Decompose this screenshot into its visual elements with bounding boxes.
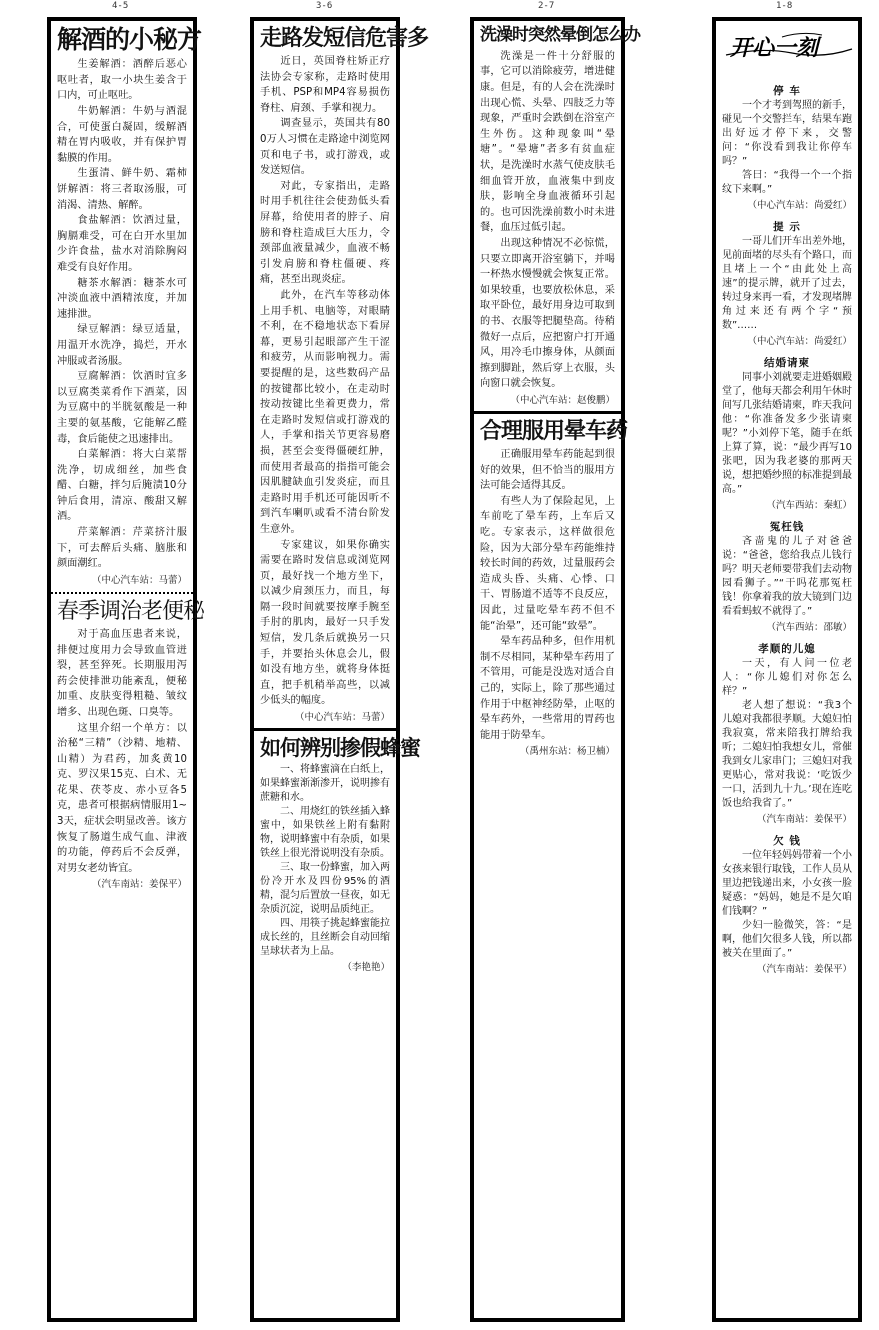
article-hangover (57, 25, 202, 588)
paragraph: 此外，在汽车等移动体上用手机、电脑等，对眼睛不利，在不稳地状态下看屏幕，更易引起眼部产生干涩和疲劳，从而影响视力。需要提醒的是，这些数码产品的按键都比较小，在走动时按动按键比坐着更费力，常在走路时发短信或打游戏的人，手掌和指关节更容易磨损，甚至会变得僵硬红肿，而使用者最高的指指可能会因肌腱缺血引发炎症，而且走路时用手机还可能因听不到汽车喇叭或看不清台阶发生意外。 (260, 290, 390, 535)
paragraph: 晕车药品种多，但作用机制不尽相同，某种晕车药用了不管用，可能是没选对适合自己的，实际上，除了那些通过作用于中枢神经防晕，止呕的晕车药外，一些常用的胃药也能用于防晕车。 (480, 636, 615, 741)
byline: （中心汽车站：马蕾） (294, 712, 390, 724)
article-texting (260, 26, 429, 725)
article-title: 如何辨别掺假蜂蜜 (260, 736, 420, 761)
paragraph: 吝啬鬼的儿子对爸爸说：“爸爸，您给我点儿钱行吗？明天老师要带我们去动物园看狮子。”“干吗花那冤枉钱！你拿着我的放大镜到门边看看蚂蚁不就得了。” (722, 536, 852, 617)
article-constipation (57, 598, 205, 893)
paragraph: 老人想了想说：“我3个儿媳对我都很孝顺。大媳妇怕我寂寞，常来陪我打牌给我听；二媳妇怕我想女儿，常催我到女儿家串门；三媳妇对我更贴心，常对我说：‘吃饭少一口，活到九十九。’现在连吃饭也给我省了。” (722, 700, 852, 809)
paragraph: 牛奶解酒：牛奶与酒混合，可使蛋白凝固，缓解酒精在胃内吸收，并有保护胃黏膜的作用。 (57, 106, 187, 164)
paragraph: 对此，专家指出，走路时用手机往往会使劲低头看屏幕，给使用者的脖子、肩膀和脊柱造成巨大压力，令颈部血液量减少，血液不畅引发肩膀和脊柱僵硬、疼痛，甚至出现炎症。 (260, 180, 390, 286)
paragraph: 专家建议，如果你确实需要在路时发信息或浏览网页，最好找一个地方坐下，以减少肩颈压力，而且，每隔一段时间就要按摩手腕至手肘的肌肉，最好一只手发短信，发几条后就换另一只手，并要抬头休息会儿，假如没有地方坐，就将身体挺直，把手机稍举高些，以减少低头的幅度。 (260, 539, 390, 707)
joke-title: 结婚请柬 (764, 357, 810, 369)
page-number-2: 3-6 (316, 1, 333, 11)
article-motion-sickness (480, 418, 628, 759)
article-title: 走路发短信危害多 (260, 26, 429, 51)
paragraph: 三、取一份蜂蜜，加入两份冷开水及四份95%的酒精，混匀后置放一昼夜，如无杂质沉淀，说明品质纯正。 (260, 862, 390, 916)
column-4 (712, 17, 862, 1322)
byline: （汽车南站：姜保平） (756, 814, 852, 825)
joke-title: 孝顺的儿媳 (758, 643, 816, 655)
byline: （中心汽车站：马蕾） (91, 574, 187, 586)
paragraph: 有些人为了保险起见，上车前吃了晕车药，上车后又吃。专家表示，这样做很危险，因为大部分晕车药能维持较长时间的药效，过量服药会造成头昏、头痛、心悸、口干、胃肠道不适等不良反应，因此，过量吃晕车药不但不能“治晕”，还可能“致晕”。 (480, 495, 615, 632)
divider (474, 411, 621, 414)
paragraph: 调查显示，英国共有800万人习惯在走路途中浏览网页和电子书，或打游戏，或发送短信。 (260, 118, 390, 177)
article-title: 洗澡时突然晕倒怎么办 (480, 25, 640, 45)
byline: （汽车西站：秦虹） (766, 500, 852, 511)
paragraph: 一位年轻妈妈带着一个小女孩来银行取钱，工作人员从里边把钱递出来，小女孩一脸疑惑：“妈妈，她是不是欠咱们钱啊？” (722, 850, 852, 917)
happy-moment-logo (722, 29, 852, 69)
joke-title: 冤枉钱 (769, 521, 805, 533)
logo-art (722, 29, 856, 69)
byline: （中心汽车站：赵俊鹏） (510, 394, 615, 406)
joke-3 (722, 355, 852, 513)
paragraph: 少妇一脸微笑，答：“是啊，他们欠很多人钱，所以都被关在里面了。” (722, 920, 852, 959)
paragraph: 芹菜解酒：芹菜挤汁服下，可去醉后头痛、脑胀和颜面潮红。 (57, 527, 187, 570)
paragraph: 白菜解酒：将大白菜帮洗净，切成细丝，加些食醋、白糖，拌匀后腌渍10分钟后食用，清凉、酸甜又解酒。 (57, 449, 187, 523)
page-number-4: 1-8 (776, 1, 793, 11)
byline: （汽车南站：姜保平） (756, 964, 852, 975)
article-bath-faint (480, 25, 640, 408)
joke-title: 欠 钱 (773, 835, 801, 847)
paragraph: 洗澡是一件十分舒服的事，它可以消除疲劳，增进健康。但是，有的人会在洗澡时出现心慌、头晕、四肢乏力等现象，严重时会跌倒在浴室产生外伤。这种现象叫“晕塘”。“晕塘”者多有贫血症状，是洗澡时水蒸气使皮肤毛细血管开放，血液集中到皮肤，影响全身血液循环引起的。也可因洗澡前数小时未进餐，血压过低引起。 (480, 50, 615, 234)
paragraph: 出现这种情况不必惊慌，只要立即离开浴室躺下，并喝一杯热水慢慢就会恢复正常。如果较重，也要放松休息，采取平卧位，最好用身边可取到的书、衣服等把腿垫高。待稍微好一点后，应把窗户打开通风，用冷毛巾擦身体，从颜面擦到脚趾，然后穿上衣服，头向窗口就会恢复。 (480, 237, 615, 390)
byline: （中心汽车站：尚爱红） (747, 336, 852, 347)
paragraph: 豆腐解酒：饮酒时宜多以豆腐类菜肴作下酒菜，因为豆腐中的半胱氨酸是一种主要的氨基酸，它能解乙醛毒，食后能使之迅速排出。 (57, 371, 187, 445)
joke-title: 提 示 (773, 221, 801, 233)
paragraph: 近日，英国脊柱矫正疗法协会专家称，走路时使用手机、PSP和MP4容易损伤脊柱、肩颈、手掌和视力。 (260, 56, 390, 114)
joke-4 (722, 519, 852, 635)
paragraph: 四、用筷子挑起蜂蜜能拉成长丝的，且丝断会自动回缩呈球状者为上品。 (260, 918, 390, 958)
paragraph: 对于高血压患者来说，排便过度用力会导致血管迸裂，甚至猝死。长期服用泻药会使排泄功能紊乱，便秘加重、皮肤变得粗糙、皱纹增多、出现色斑、口臭等。 (57, 628, 187, 718)
paragraph: 生姜解酒：酒醉后恶心呕吐者，取一小块生姜含于口内，可止呕吐。 (57, 59, 187, 102)
divider (51, 592, 193, 594)
joke-title: 停 车 (773, 85, 801, 97)
page-number-3: 2-7 (538, 1, 555, 11)
logo-text: 开心一刻 (730, 35, 819, 61)
paragraph: 正确服用晕车药能起到很好的效果，但不恰当的服用方法可能会适得其反。 (480, 449, 615, 492)
paragraph: 生蛋清、鲜牛奶、霜柿饼解酒：将三者取汤服，可消渴、清热、解醉。 (57, 168, 187, 211)
paragraph: 糖茶水解酒：糖茶水可冲淡血液中酒精浓度，并加速排泄。 (57, 277, 187, 320)
paragraph: 这里介绍一个单方：以治秘“三精”（沙精、地精、山精）为君药，加炙黄10克、罗汉果15克、白术、无花果、茯苓皮、赤小豆各5克，患者可根据病情服用1~3天，症状会明显改善。该方恢复了肠道生成气血、津液的功能，停药后不会反弹，对男女老幼皆宜。 (57, 722, 187, 874)
column-3 (470, 17, 640, 1322)
joke-2 (722, 219, 852, 349)
column-2 (250, 17, 429, 1322)
page-number-1: 4-5 (112, 1, 129, 11)
paragraph: 一、将蜂蜜滴在白纸上，如果蜂蜜渐渐渗开，说明掺有蔗糖和水。 (260, 764, 390, 804)
paragraph: 二、用烧红的铁丝插入蜂蜜中，如果铁丝上附有黏附物，说明蜂蜜中有杂质，如果铁丝上很光滑说明没有杂质。 (260, 806, 390, 860)
article-title: 春季调治老便秘 (57, 598, 205, 624)
paragraph: 一哥儿们开车出差外地，见前面堵的尽头有个路口，而且堵上一个“由此处上高速”的提示牌，就开了过去，转过身来再一看，才发现堵牌角过来还有两个字“预数”…… (722, 236, 852, 331)
article-title: 合理服用晕车药 (480, 418, 628, 444)
paragraph: 食盐解酒：饮酒过量，胸膈难受，可在白开水里加少许食盐，盐水对消除胸闷难受有良好作用。 (57, 215, 187, 273)
joke-6 (722, 833, 852, 977)
paragraph: 答曰：“我得一个一个指纹下来啊。” (722, 170, 852, 195)
article-honey (260, 736, 420, 975)
joke-5 (722, 641, 852, 827)
byline: （汽车西站：邵敏） (766, 622, 852, 633)
article-title: 解酒的小秘方 (57, 25, 202, 54)
paragraph: 同事小刘就要走进婚姻殿堂了，他每天都会利用午休时间写几张结婚请柬，昨天我问他：“你准备发多少张请柬呢？”小刘停下笔，随手在纸上算了算，说：“最少再写10张吧，因为我老婆的那两天说，想把婚纱照的标准提到最高。” (722, 372, 852, 495)
paragraph: 绿豆解酒：绿豆适量，用温开水洗净，捣烂，开水冲服或者汤服。 (57, 324, 187, 367)
paragraph: 一天，有人问一位老人：“你儿媳们对你怎么样？” (722, 658, 852, 697)
joke-1 (722, 83, 852, 213)
byline: （李艳艳） (342, 962, 390, 974)
column-1 (47, 17, 205, 1322)
byline: （汽车南站：姜保平） (91, 879, 187, 891)
byline: （中心汽车站：尚爱红） (747, 200, 852, 211)
divider (254, 728, 396, 731)
byline: （禹州东站：杨卫楠） (519, 746, 615, 758)
paragraph: 一个才考到驾照的新手，碰见一个交警拦车，结果车跑出好远才停下来，交警问：“你没看到我让你停车吗？” (722, 100, 852, 167)
